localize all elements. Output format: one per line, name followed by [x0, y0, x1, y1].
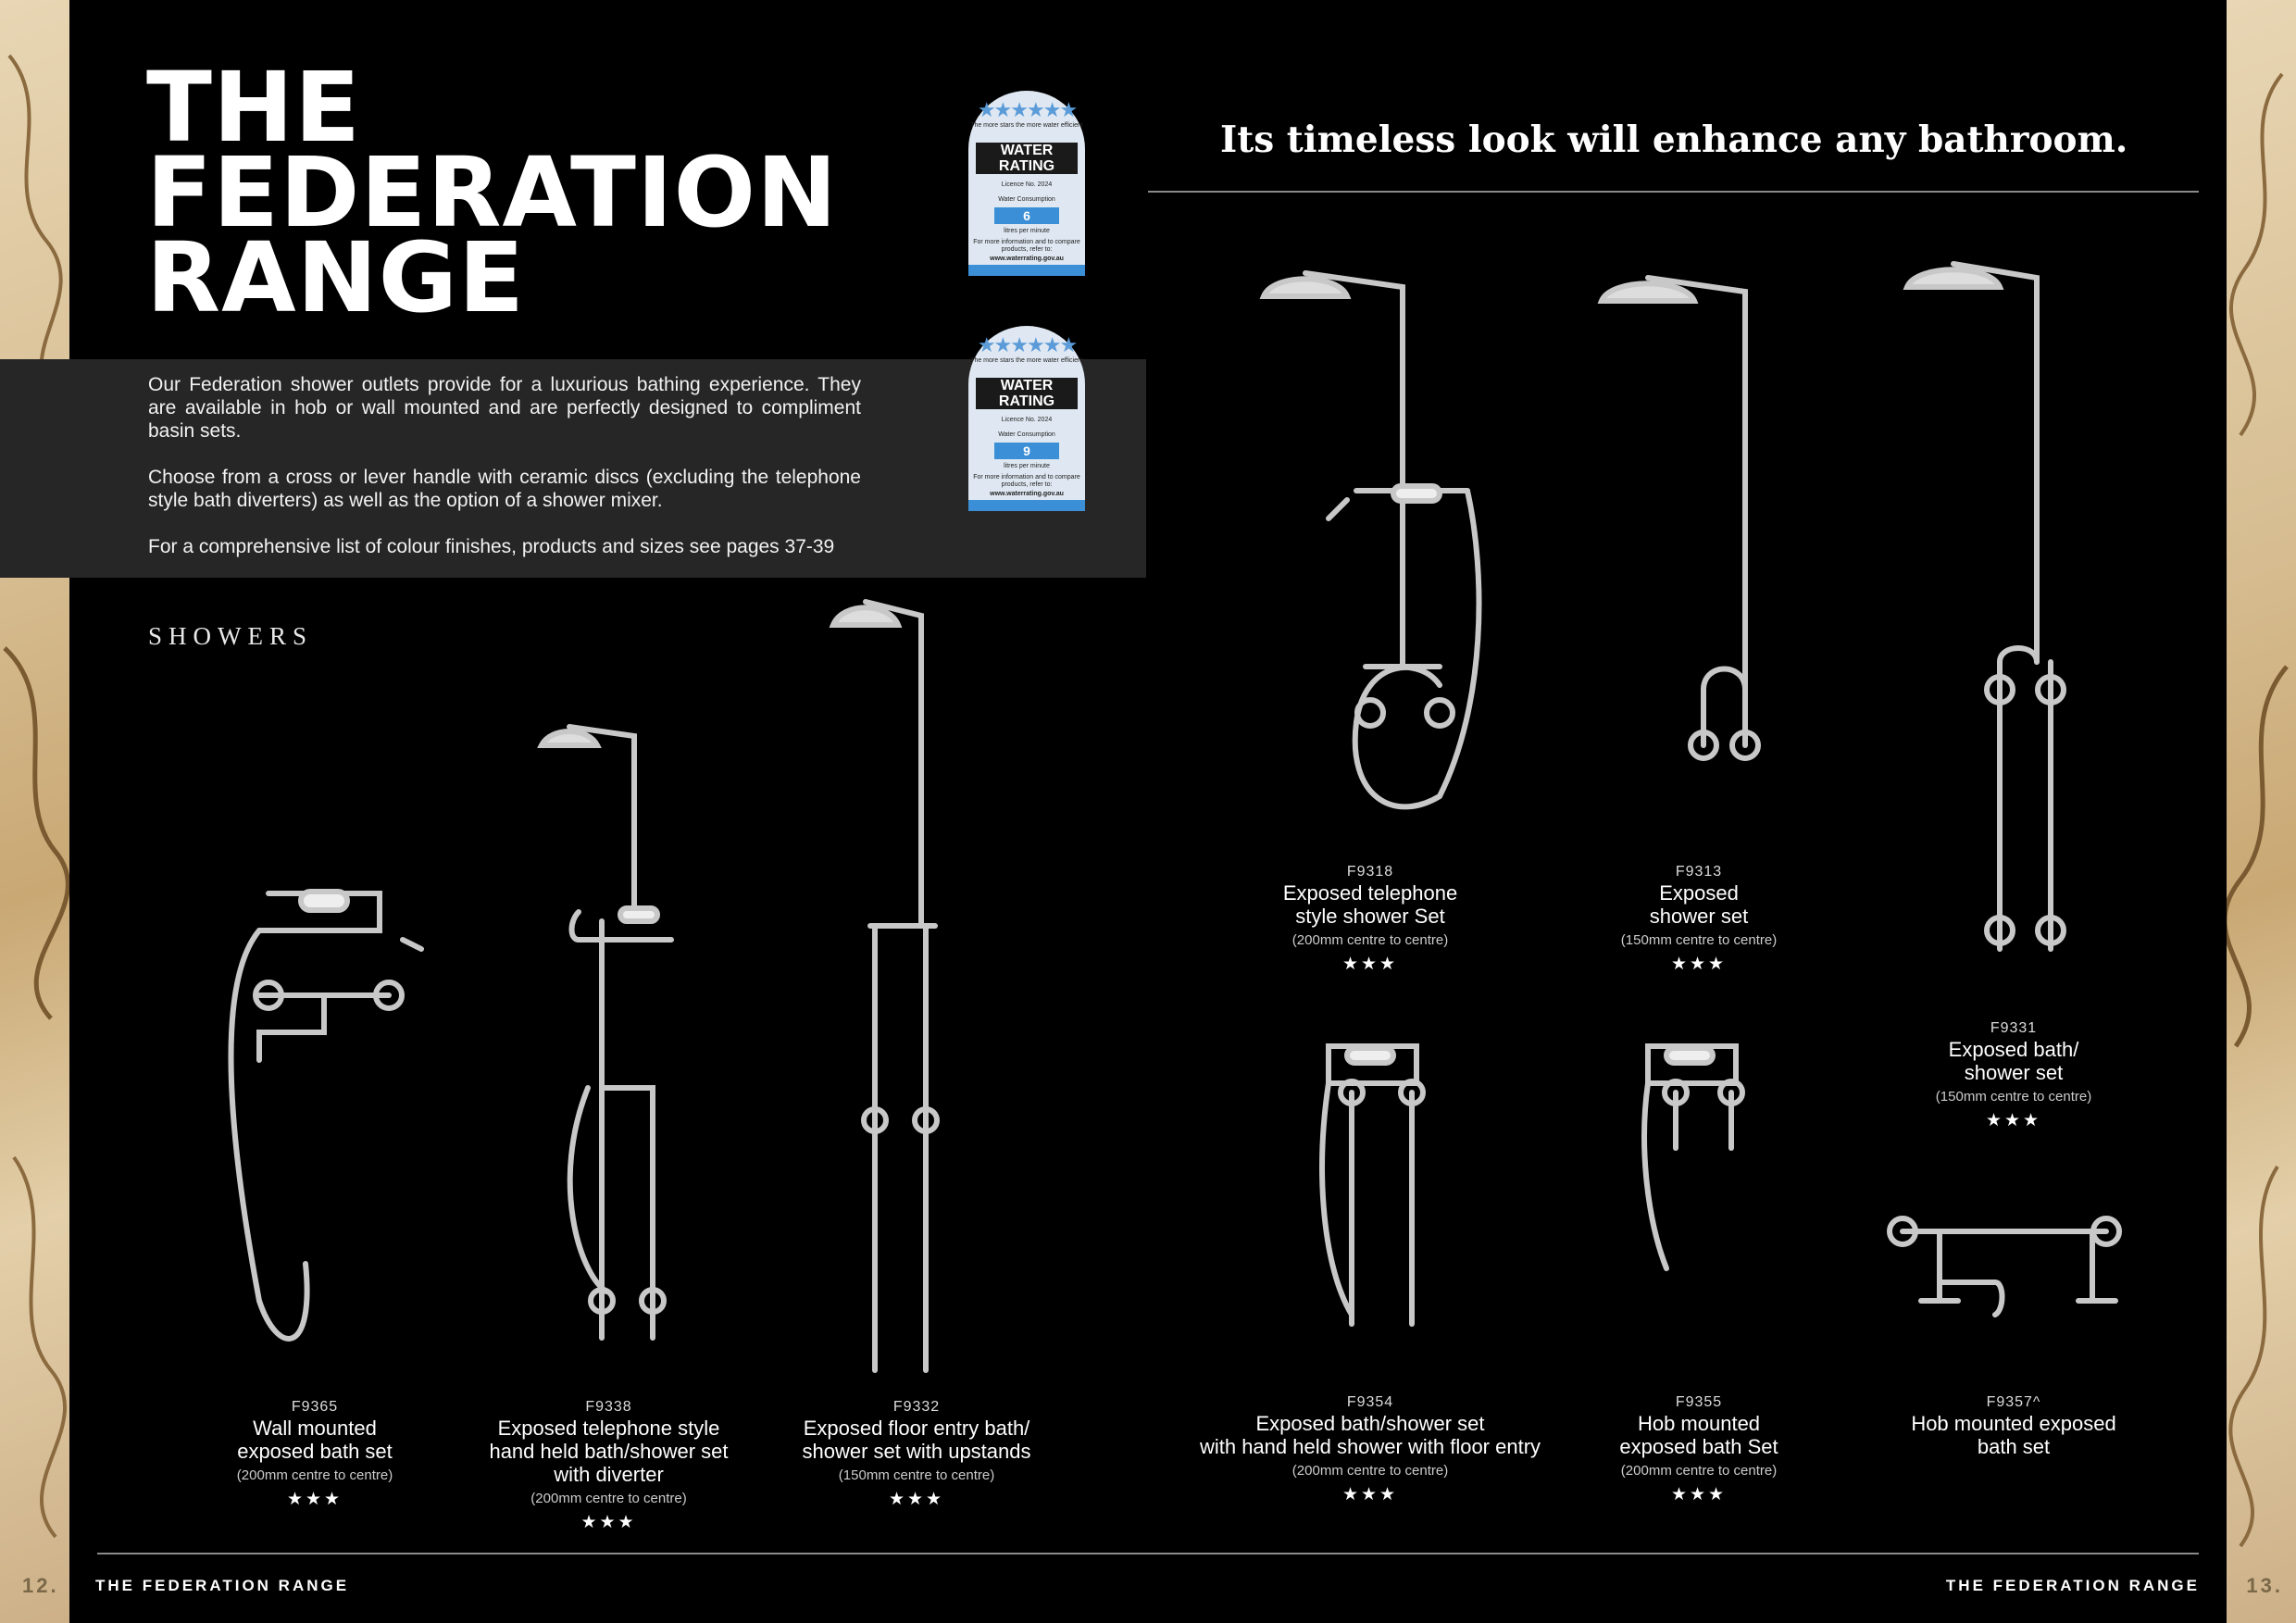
tagline: Its timeless look will enhance any bathroom.: [1220, 119, 2128, 161]
bath-shower-diverter-fixture-image: [514, 699, 699, 1347]
badge-value: 9: [994, 443, 1059, 459]
exposed-bath-shower-fixture-image: [1898, 218, 2102, 977]
product-name: Exposed shower set: [1649, 881, 1749, 928]
star-rating-icon: ★★★: [286, 1490, 343, 1509]
product-name: Exposed telephone style shower Set: [1282, 881, 1458, 928]
badge-label: WATER RATING: [976, 378, 1078, 409]
footer-label-right: THE FEDERATION RANGE: [1945, 1577, 2200, 1594]
badge-top-text: The more stars the more water efficient: [970, 357, 1083, 364]
product-code: F9332: [892, 1399, 941, 1415]
star-rating-icon: ★★★: [1341, 1485, 1399, 1504]
product-f9365: [194, 1398, 435, 1510]
product-code: F9355: [1675, 1394, 1723, 1410]
product-dimensions: (200mm centre to centre): [1292, 932, 1449, 948]
product-f9357: [1879, 1393, 2148, 1458]
product-f9355: [1583, 1393, 1815, 1505]
floor-entry-fixture-image: [819, 574, 958, 1380]
page-number-right: 13.: [2246, 1574, 2283, 1597]
telephone-shower-fixture-image: [1254, 222, 1514, 824]
star-rating-icon: ★★★: [1670, 1485, 1728, 1504]
intro-text: [148, 373, 861, 581]
product-name: Exposed telephone style hand held bath/shower set with diverter: [489, 1417, 729, 1486]
product-code: F9313: [1675, 864, 1723, 880]
tagline-rule: [1148, 191, 2199, 193]
product-name: Exposed floor entry bath/ shower set with upstands: [802, 1417, 1031, 1463]
badge-info: For more information and to compare products, refer to:: [973, 474, 1080, 488]
product-dimensions: (150mm centre to centre): [838, 1467, 995, 1483]
star-rating-icon: ★★★: [1985, 1111, 2042, 1130]
exposed-shower-fixture-image: [1592, 227, 1815, 773]
section-label: SHOWERS: [148, 622, 314, 650]
product-code: F9331: [1990, 1020, 2038, 1036]
badge-caption: Water Consumption: [998, 431, 1055, 438]
product-name: Hob mounted exposed bath set: [1911, 1412, 2116, 1458]
badge-unit: litres per minute: [1004, 463, 1050, 469]
right-decorative-strip: [2227, 0, 2296, 1623]
star-rating-icon: ★★★: [1341, 955, 1399, 974]
product-code: F9338: [585, 1399, 632, 1415]
badge-url: www.waterrating.gov.au: [990, 256, 1064, 262]
badge-url: www.waterrating.gov.au: [990, 491, 1064, 497]
product-name: Exposed bath/shower set with hand held shower with floor entry: [1199, 1412, 1541, 1458]
product-dimensions: (200mm centre to centre): [530, 1491, 687, 1506]
product-f9331: [1898, 1019, 2129, 1131]
product-dimensions: (200mm centre to centre): [1620, 1463, 1778, 1479]
badge-licence: Licence No. 2024: [1001, 417, 1053, 423]
badge-caption: Water Consumption: [998, 196, 1055, 203]
product-name: Hob mounted exposed bath Set: [1619, 1412, 1778, 1458]
hob-mounted-bath-set-fixture-image: [1639, 1037, 1759, 1278]
product-dimensions: (150mm centre to centre): [1620, 932, 1778, 948]
left-decorative-strip: [0, 0, 69, 1623]
product-f9338: [463, 1398, 755, 1533]
product-code: F9357^: [1986, 1394, 2041, 1410]
product-f9313: [1583, 863, 1815, 975]
star-rating-icon: ★★★: [888, 1490, 945, 1509]
product-dimensions: (150mm centre to centre): [1935, 1089, 2092, 1105]
rating-stars-icon: ★★★★★★: [977, 333, 1077, 356]
badge-top-text: The more stars the more water efficient: [970, 122, 1083, 129]
badge-label: WATER RATING: [976, 143, 1078, 174]
star-rating-icon: ★★★: [580, 1513, 637, 1532]
product-f9332: [778, 1398, 1055, 1510]
hob-mounted-exposed-bath-set-fixture-image: [1884, 1208, 2143, 1329]
product-name: Exposed bath/ shower set: [1948, 1038, 2079, 1084]
page-number-left: 12.: [22, 1574, 59, 1597]
title-line: RANGE: [146, 221, 526, 334]
floor-entry-bath-set-fixture-image: [1315, 1037, 1435, 1333]
product-code: F9318: [1346, 864, 1394, 880]
title-line: FEDERATION: [146, 136, 839, 249]
intro-paragraph: Our Federation shower outlets provide for a luxurious bathing experience. They are available in hob or wall mounted and are perfectly designed to compliment basin sets.: [148, 374, 861, 442]
badge-licence: Licence No. 2024: [1001, 181, 1053, 188]
product-dimensions: (200mm centre to centre): [1292, 1463, 1449, 1479]
badge-value: 6: [994, 207, 1059, 224]
intro-paragraph: Choose from a cross or lever handle with ceramic discs (excluding the telephone style bath diverters) as well as the option of a shower mixer.: [148, 467, 861, 511]
footer-label-left: THE FEDERATION RANGE: [95, 1577, 350, 1594]
intro-paragraph: For a comprehensive list of colour finishes, products and sizes see pages 37-39: [148, 536, 835, 557]
rating-stars-icon: ★★★★★★: [977, 98, 1077, 121]
footer-rule: [97, 1553, 2199, 1554]
product-code: F9365: [291, 1399, 339, 1415]
water-rating-badge: [968, 326, 1085, 511]
product-name: Wall mounted exposed bath set: [237, 1417, 393, 1463]
product-f9354: [1176, 1393, 1565, 1505]
star-rating-icon: ★★★: [1670, 955, 1728, 974]
water-rating-badge: [968, 91, 1085, 276]
badge-unit: litres per minute: [1004, 228, 1050, 234]
product-code: F9354: [1346, 1394, 1394, 1410]
product-f9318: [1231, 863, 1509, 975]
title-line: THE: [146, 51, 362, 164]
bath-set-fixture-image: [204, 875, 426, 1366]
product-dimensions: (200mm centre to centre): [236, 1467, 393, 1483]
page-title: [146, 51, 839, 334]
badge-info: For more information and to compare products, refer to:: [973, 239, 1080, 253]
